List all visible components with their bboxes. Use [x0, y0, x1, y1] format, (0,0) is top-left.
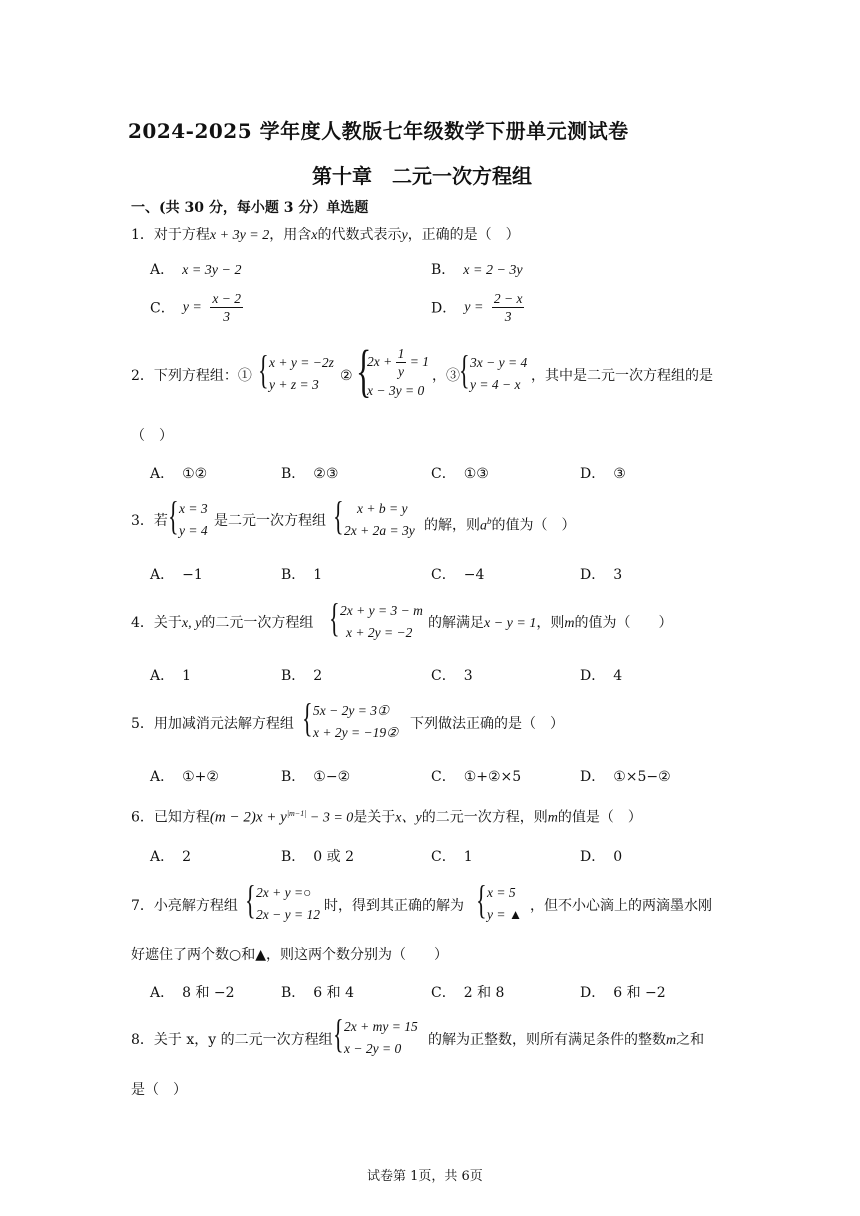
q2-system-2: 2x + $\frac{1}{y}$ = 1 x − 3y = 0: [367, 346, 429, 398]
q2-option-c: C． ①③: [431, 466, 489, 482]
question-number: 1．: [131, 227, 154, 243]
q8-stem-line2: 是（ ）: [131, 1082, 187, 1098]
q4-option-d: D． 4: [580, 668, 623, 684]
q6-option-d: D． 0: [580, 849, 623, 865]
q5-option-b: B． ①−②: [281, 769, 351, 785]
q8-stem-end: 的解为正整数，则所有满足条件的整数m之和: [428, 1032, 705, 1048]
q7-system-2: x = 5 y = ▲: [487, 885, 523, 922]
q3-option-c: C． −4: [431, 567, 485, 583]
q4-option-c: C． 3: [431, 668, 473, 684]
q7-option-a: A． 8 和 −2: [150, 985, 235, 1001]
q5-option-d: D． ①×5−②: [580, 769, 671, 785]
q7-option-d: D． 6 和 −2: [580, 985, 666, 1001]
brace: {: [333, 1011, 344, 1056]
q6-option-a: A． 2: [150, 849, 192, 865]
q7-system-1: 2x + y =○ 2x − y = 12: [256, 885, 320, 922]
brace: {: [258, 347, 269, 392]
brace: {: [302, 695, 313, 740]
q3-system-2: x + b = y 2x + 2a = 3y: [344, 501, 415, 538]
question-number: 8．: [131, 1032, 154, 1048]
q1-option-a: A． x = 3y − 2: [150, 262, 242, 278]
q4-stem-end: 的解满足x − y = 1，则m的值为（ ）: [428, 615, 673, 631]
q2-option-b: B． ②③: [281, 466, 339, 482]
q2-system-3: 3x − y = 4 y = 4 − x: [470, 355, 528, 392]
q3-system-1: x = 3 y = 4: [179, 501, 208, 538]
q3-option-d: D． 3: [580, 567, 623, 583]
q6-option-b: B． 0 或 2: [281, 849, 355, 865]
question-6-stem: 6．已知方程$(m - 2)x + y^{|m-1|} - 3 = 0$是关于x、y的二元一次方程，则m的值是（ ）: [131, 809, 642, 826]
q1-option-d: D． y = $\frac{2 - x}{3}$: [431, 291, 523, 324]
brace: {: [245, 877, 256, 922]
q8-system: 2x + my = 15 x − 2y = 0: [344, 1019, 418, 1056]
question-number: 4．: [131, 615, 154, 631]
q4-system: 2x + y = 3 − m x + 2y = −2: [340, 603, 423, 640]
q3-stem-end: 的解，则$a^b$的值为（ ）: [424, 516, 576, 534]
q7-stem-line2: 好遮住了两个数○和▲，则这两个数分别为（ ）: [131, 947, 448, 963]
q2-option-a: A． ①②: [150, 466, 208, 482]
q7-stem-mid: 时，得到其正确的解为: [324, 898, 464, 914]
q5-option-a: A． ①+②: [150, 769, 219, 785]
circled-2: ②: [340, 368, 353, 384]
brace: {: [168, 493, 179, 538]
q5-option-c: C． ①+②×5: [431, 769, 522, 785]
question-2-stem: 2．下列方程组：①: [131, 368, 252, 384]
q2-stem-end: ，其中是二元一次方程组的是: [531, 368, 713, 384]
q3-stem-mid: 是二元一次方程组: [214, 513, 326, 529]
q5-system: 5x − 2y = 3① x + 2y = −19②: [313, 703, 399, 740]
question-number: 5．: [131, 716, 154, 732]
q6-option-c: C． 1: [431, 849, 473, 865]
question-number: 2．: [131, 368, 154, 384]
q1-option-b: B． x = 2 − 3y: [431, 262, 523, 278]
q1-option-c: C． y = $\frac{x - 2}{3}$: [150, 291, 241, 324]
q2-option-d: D． ③: [580, 466, 626, 482]
question-1: 1．对于方程x + 3y = 2，用含x的代数式表示y，正确的是（ ）: [131, 227, 520, 243]
question-number: 7．: [131, 898, 154, 914]
q3-option-a: A． −1: [150, 567, 203, 583]
circled-3: ，③: [432, 368, 460, 384]
chapter-title: 第十章 二元一次方程组: [312, 164, 532, 188]
brace: {: [459, 347, 470, 392]
question-5-stem: 5．用加减消元法解方程组: [131, 716, 294, 732]
answer-paren: （ ）: [131, 428, 173, 444]
section-heading: 一、(共 30 分，每小题 3 分）单选题: [131, 200, 369, 216]
q7-stem-end: ，但不小心滴上的两滴墨水刚: [530, 898, 712, 914]
question-3-stem: 3．若: [131, 513, 168, 529]
brace: {: [333, 493, 344, 538]
question-4-stem: 4．关于x, y的二元一次方程组: [131, 615, 314, 631]
question-8-stem: 8．关于 x，y 的二元一次方程组: [131, 1032, 333, 1048]
brace: {: [476, 877, 487, 922]
q7-option-c: C． 2 和 8: [431, 985, 505, 1001]
brace: {: [329, 595, 340, 640]
q2-system-1: x + y = −2z y + z = 3: [269, 355, 334, 392]
q4-option-b: B． 2: [281, 668, 323, 684]
exam-title: 2024-2025 学年度人教版七年级数学下册单元测试卷: [128, 119, 629, 143]
question-number: 3．: [131, 513, 154, 529]
page-footer: 试卷第 1页，共 6页: [367, 1169, 483, 1184]
q7-option-b: B． 6 和 4: [281, 985, 355, 1001]
q5-stem-end: 下列做法正确的是（ ）: [410, 716, 564, 732]
brace: {: [356, 338, 372, 403]
q3-option-b: B． 1: [281, 567, 323, 583]
question-number: 6．: [131, 809, 154, 826]
question-7-stem: 7．小亮解方程组: [131, 898, 238, 914]
q4-option-a: A． 1: [150, 668, 192, 684]
